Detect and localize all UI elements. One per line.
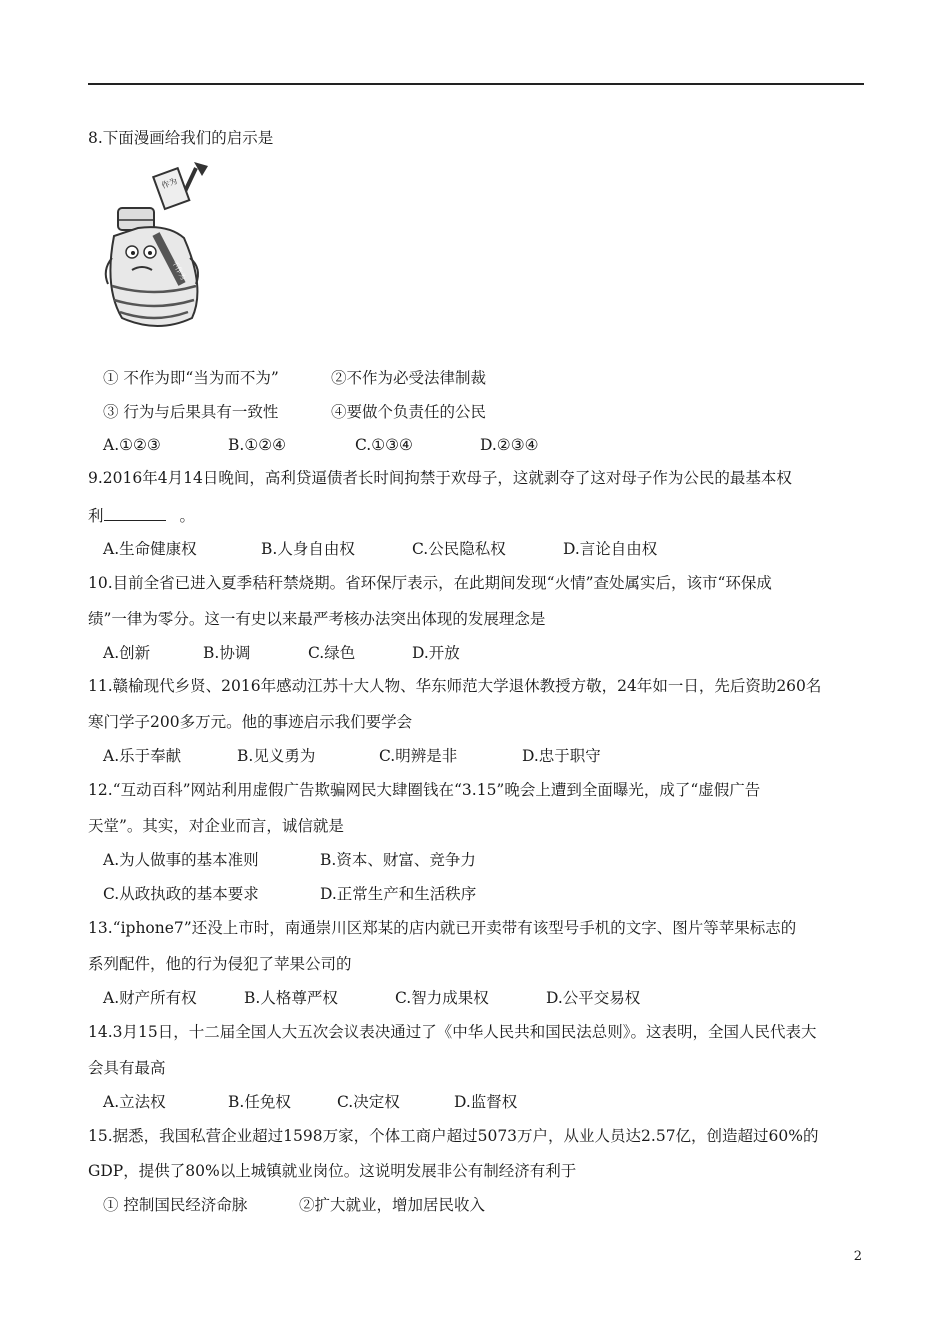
q10-option-a[interactable]: A.创新	[103, 644, 151, 662]
q13-option-d[interactable]: D.公平交易权	[546, 989, 641, 1007]
q9-options	[103, 539, 883, 559]
q14-stem-line1: 14.3月15日，十二届全国人大五次会议表决通过了《中华人民共和国民法总则》。这表明，全国人民代表大	[88, 1023, 817, 1041]
q10-options	[103, 643, 883, 663]
q10-stem-line2: 绩”一律为零分。这一有史以来最严考核办法突出体现的发展理念是	[88, 610, 546, 628]
q8-statements-row2	[103, 402, 883, 422]
q8-options	[103, 435, 883, 455]
sign-text: 作为	[160, 176, 179, 191]
q9-option-d[interactable]: D.言论自由权	[563, 540, 658, 558]
page-number: 2	[853, 1249, 862, 1264]
q15-stem-line1: 15.据悉，我国私营企业超过1598万家，个体工商户超过5073万户，从业人员达2.57亿，创造超过60%的	[88, 1127, 819, 1145]
q8-s1: ① 不作为即“当为而不为”	[103, 369, 279, 387]
q9-stem-start: 利	[88, 507, 104, 525]
q8-statements-row1	[103, 368, 883, 388]
q13-stem-line1: 13.“iphone7”还没上市时，南通崇川区郑某的店内就已开卖带有该型号手机的文字、图片等苹果标志的	[88, 919, 797, 937]
q15-statements-row1	[103, 1195, 883, 1215]
q15-s2: ②扩大就业，增加居民收入	[299, 1196, 486, 1214]
q13-options	[103, 988, 883, 1008]
sign-board	[153, 168, 189, 209]
q15-stem-line2: GDP，提供了80%以上城镇就业岗位。这说明发展非公有制经济有利于	[88, 1162, 577, 1180]
q13-stem-line2: 系列配件，他的行为侵犯了苹果公司的	[88, 955, 352, 973]
q14-options	[103, 1092, 883, 1112]
q11-option-c[interactable]: C.明辨是非	[379, 747, 458, 765]
q10-option-d[interactable]: D.开放	[412, 644, 460, 662]
q9-stem-line1: 9.2016年4月14日晚间，高利贷逼债者长时间拘禁于欢母子，这就剥夺了这对母子作为公民的最基本权	[88, 469, 792, 487]
header-rule	[88, 83, 864, 85]
q11-stem-line1: 11.赣榆现代乡贤、2016年感动江苏十大人物、华东师范大学退休教授方敬，24年如一日，先后资助260名	[88, 677, 822, 695]
cartoon-illustration	[98, 158, 216, 328]
q13-option-a[interactable]: A.财产所有权	[103, 989, 197, 1007]
q12-option-a[interactable]: A.为人做事的基本准则	[103, 851, 259, 869]
q8-s4: ④要做个负责任的公民	[331, 403, 487, 421]
q14-option-d[interactable]: D.监督权	[454, 1093, 518, 1111]
q12-options-row2	[103, 884, 883, 904]
q11-options	[103, 746, 883, 766]
q13-option-b[interactable]: B.人格尊严权	[244, 989, 338, 1007]
q14-stem-line2: 会具有最高	[88, 1059, 166, 1077]
q8-s2: ②不作为必受法律制裁	[331, 369, 487, 387]
q10-stem-line1: 10.目前全省已进入夏季秸秆禁烧期。省环保厅表示，在此期间发现“火情”查处属实后，该市“环保成	[88, 574, 772, 592]
q15-s1: ① 控制国民经济命脉	[103, 1196, 248, 1214]
q8-s3: ③ 行为与后果具有一致性	[103, 403, 279, 421]
q11-option-a[interactable]: A.乐于奉献	[103, 747, 182, 765]
answer-blank[interactable]	[104, 506, 166, 521]
q10-option-b[interactable]: B.协调	[203, 644, 251, 662]
q12-option-c[interactable]: C.从政执政的基本要求	[103, 885, 259, 903]
q9-option-a[interactable]: A.生命健康权	[103, 540, 197, 558]
q11-option-d[interactable]: D.忠于职守	[522, 747, 601, 765]
q8-stem: 8.下面漫画给我们的启示是	[88, 129, 274, 147]
q12-option-b[interactable]: B.资本、财富、竞争力	[320, 851, 476, 869]
q9-option-b[interactable]: B.人身自由权	[261, 540, 355, 558]
q9-stem-line2	[88, 506, 868, 526]
q12-options-row1	[103, 850, 883, 870]
q12-option-d[interactable]: D.正常生产和生活秩序	[320, 885, 477, 903]
q12-stem-line2: 天堂”。其实，对企业而言，诚信就是	[88, 817, 344, 835]
q8-option-c[interactable]: C.①③④	[355, 436, 413, 454]
q11-stem-line2: 寒门学子200多万元。他的事迹启示我们要学会	[88, 713, 413, 731]
q12-stem-line1: 12.“互动百科”网站利用虚假广告欺骗网民大肆圈钱在“3.15”晚会上遭到全面曝光，成了“虚假广告	[88, 781, 761, 799]
q14-option-c[interactable]: C.决定权	[337, 1093, 400, 1111]
q9-option-c[interactable]: C.公民隐私权	[412, 540, 506, 558]
q8-option-d[interactable]: D.②③④	[480, 436, 539, 454]
q14-option-a[interactable]: A.立法权	[103, 1093, 166, 1111]
q11-option-b[interactable]: B.见义勇为	[237, 747, 316, 765]
sash-text: 不作为	[170, 259, 188, 282]
q9-stem-end: 。	[179, 507, 196, 525]
q8-option-b[interactable]: B.①②④	[228, 436, 287, 454]
q13-option-c[interactable]: C.智力成果权	[395, 989, 489, 1007]
q8-option-a[interactable]: A.①②③	[103, 436, 161, 454]
q14-option-b[interactable]: B.任免权	[228, 1093, 291, 1111]
q10-option-c[interactable]: C.绿色	[308, 644, 356, 662]
